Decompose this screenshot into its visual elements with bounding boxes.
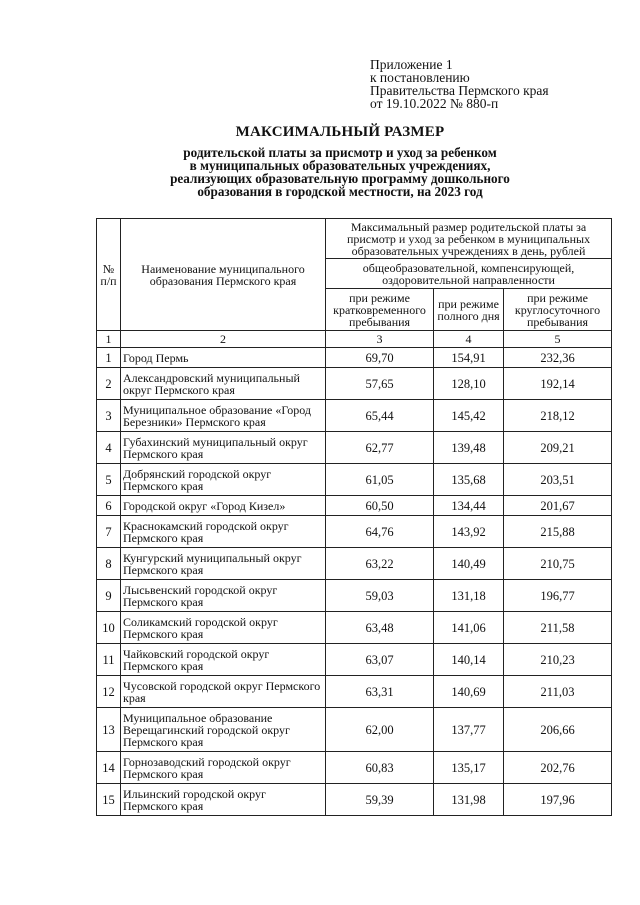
table-row <box>97 432 612 464</box>
table-row <box>97 516 612 548</box>
row-short-stay: 60,83 <box>326 752 434 784</box>
row-round-clock: 206,66 <box>504 708 612 752</box>
row-name: Соликамский городской округ Пермского края <box>121 612 326 644</box>
table-row <box>97 708 612 752</box>
row-number: 11 <box>97 644 121 676</box>
row-round-clock: 211,03 <box>504 676 612 708</box>
row-round-clock: 196,77 <box>504 580 612 612</box>
row-short-stay: 57,65 <box>326 368 434 400</box>
row-number: 7 <box>97 516 121 548</box>
subtitle-line-3: реализующих образовательную программу дошкольного <box>170 171 510 186</box>
row-name: Губахинский муниципальный округ Пермского края <box>121 432 326 464</box>
row-name: Муниципальное образование «Город Березники» Пермского края <box>121 400 326 432</box>
row-full-day: 134,44 <box>434 496 504 516</box>
row-full-day: 140,49 <box>434 548 504 580</box>
row-name: Кунгурский муниципальный округ Пермского края <box>121 548 326 580</box>
header-full-day: при режиме полного дня <box>434 289 504 331</box>
row-short-stay: 69,70 <box>326 348 434 368</box>
row-round-clock: 218,12 <box>504 400 612 432</box>
row-round-clock: 210,75 <box>504 548 612 580</box>
row-short-stay: 60,50 <box>326 496 434 516</box>
row-short-stay: 62,77 <box>326 432 434 464</box>
table-row <box>97 548 612 580</box>
row-full-day: 135,68 <box>434 464 504 496</box>
appendix-line-4: от 19.10.2022 № 880-п <box>370 96 499 111</box>
row-full-day: 131,18 <box>434 580 504 612</box>
table-row <box>97 612 612 644</box>
row-round-clock: 232,36 <box>504 348 612 368</box>
table-row <box>97 496 612 516</box>
row-full-day: 137,77 <box>434 708 504 752</box>
row-full-day: 131,98 <box>434 784 504 816</box>
row-number: 13 <box>97 708 121 752</box>
row-name: Лысьвенский городской округ Пермского края <box>121 580 326 612</box>
header-max-size: Максимальный размер родительской платы за присмотр и уход за ребенком в муниципальных образовательных учреждениях в день, рублей <box>326 219 612 259</box>
table-row <box>97 368 612 400</box>
header-orientation: общеобразовательной, компенсирующей, оздоровительной направленности <box>326 259 612 289</box>
row-short-stay: 65,44 <box>326 400 434 432</box>
row-number: 5 <box>97 464 121 496</box>
row-name: Александровский муниципальный округ Пермского края <box>121 368 326 400</box>
row-number: 1 <box>97 348 121 368</box>
row-full-day: 145,42 <box>434 400 504 432</box>
row-name: Городской округ «Город Кизел» <box>121 496 326 516</box>
row-number: 15 <box>97 784 121 816</box>
row-round-clock: 211,58 <box>504 612 612 644</box>
row-full-day: 139,48 <box>434 432 504 464</box>
row-short-stay: 59,03 <box>326 580 434 612</box>
header-short-stay: при режиме кратковременного пребывания <box>326 289 434 331</box>
col-number: 3 <box>326 331 434 348</box>
row-full-day: 154,91 <box>434 348 504 368</box>
document-subtitle <box>110 146 570 198</box>
row-short-stay: 64,76 <box>326 516 434 548</box>
row-round-clock: 192,14 <box>504 368 612 400</box>
row-name: Краснокамский городской округ Пермского края <box>121 516 326 548</box>
row-full-day: 140,69 <box>434 676 504 708</box>
row-full-day: 128,10 <box>434 368 504 400</box>
appendix-line-1: Приложение 1 <box>370 57 453 72</box>
row-name: Ильинский городской округ Пермского края <box>121 784 326 816</box>
subtitle-line-1: родительской платы за присмотр и уход за ребенком <box>183 145 497 160</box>
row-short-stay: 59,39 <box>326 784 434 816</box>
table-row <box>97 752 612 784</box>
col-number: 5 <box>504 331 612 348</box>
row-round-clock: 202,76 <box>504 752 612 784</box>
appendix-line-2: к постановлению <box>370 70 470 85</box>
header-num: № п/п <box>97 219 121 331</box>
row-name: Чайковский городской округ Пермского края <box>121 644 326 676</box>
table-row <box>97 464 612 496</box>
row-name: Чусовской городской округ Пермского края <box>121 676 326 708</box>
row-full-day: 141,06 <box>434 612 504 644</box>
row-short-stay: 61,05 <box>326 464 434 496</box>
row-number: 6 <box>97 496 121 516</box>
col-number: 1 <box>97 331 121 348</box>
table-row <box>97 400 612 432</box>
row-short-stay: 63,22 <box>326 548 434 580</box>
table-row <box>97 580 612 612</box>
row-round-clock: 209,21 <box>504 432 612 464</box>
row-full-day: 140,14 <box>434 644 504 676</box>
col-number: 2 <box>121 331 326 348</box>
row-full-day: 143,92 <box>434 516 504 548</box>
row-short-stay: 63,31 <box>326 676 434 708</box>
row-round-clock: 215,88 <box>504 516 612 548</box>
row-number: 14 <box>97 752 121 784</box>
row-number: 12 <box>97 676 121 708</box>
appendix-block <box>370 58 549 110</box>
row-short-stay: 63,48 <box>326 612 434 644</box>
row-number: 3 <box>97 400 121 432</box>
row-name: Горнозаводский городской округ Пермского края <box>121 752 326 784</box>
table-row <box>97 676 612 708</box>
row-number: 10 <box>97 612 121 644</box>
column-numbers-row <box>97 331 612 348</box>
subtitle-line-2: в муниципальных образовательных учреждениях, <box>189 158 491 173</box>
row-number: 2 <box>97 368 121 400</box>
table-row <box>97 644 612 676</box>
row-name: Город Пермь <box>121 348 326 368</box>
row-name: Муниципальное образование Верещагинский городской округ Пермского края <box>121 708 326 752</box>
row-name: Добрянский городской округ Пермского края <box>121 464 326 496</box>
fees-table <box>96 218 612 816</box>
header-name: Наименование муниципального образования Пермского края <box>121 219 326 331</box>
table-row <box>97 348 612 368</box>
row-number: 8 <box>97 548 121 580</box>
row-short-stay: 62,00 <box>326 708 434 752</box>
row-full-day: 135,17 <box>434 752 504 784</box>
table-row <box>97 784 612 816</box>
row-round-clock: 203,51 <box>504 464 612 496</box>
row-round-clock: 197,96 <box>504 784 612 816</box>
row-round-clock: 210,23 <box>504 644 612 676</box>
row-number: 4 <box>97 432 121 464</box>
row-short-stay: 63,07 <box>326 644 434 676</box>
row-number: 9 <box>97 580 121 612</box>
document-title: МАКСИМАЛЬНЫЙ РАЗМЕР <box>235 124 445 140</box>
header-round-clock: при режиме круглосуточного пребывания <box>504 289 612 331</box>
subtitle-line-4: образования в городской местности, на 2023 год <box>197 184 483 199</box>
appendix-line-3: Правительства Пермского края <box>370 83 549 98</box>
col-number: 4 <box>434 331 504 348</box>
row-round-clock: 201,67 <box>504 496 612 516</box>
